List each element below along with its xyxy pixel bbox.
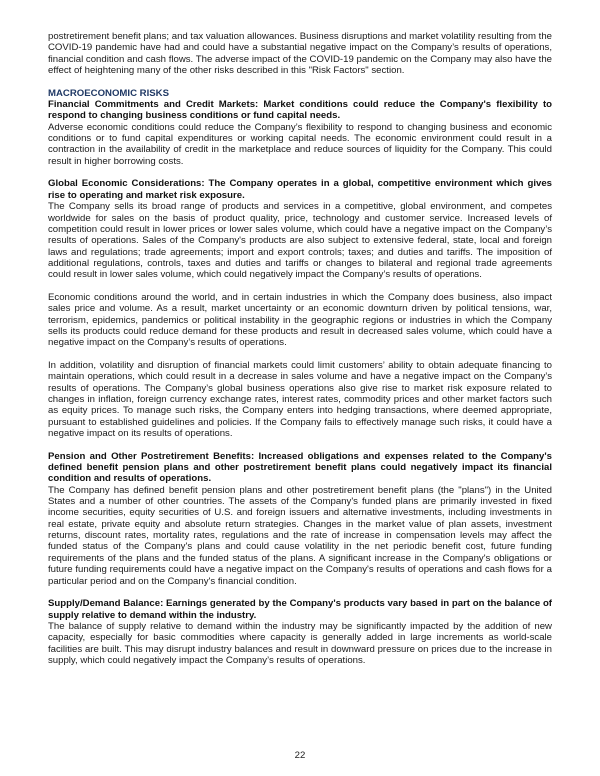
risk-title-financial-commitments: Financial Commitments and Credit Markets: Market conditions could reduce the Company's flexibility to respond to changing business conditions or fund capital needs. (48, 99, 552, 122)
page-number: 22 (294, 750, 306, 761)
risk-title-global-economic: Global Economic Considerations: The Company operates in a global, competitive environment which gives rise to operating and market risk exposure. (48, 178, 552, 201)
risk-paragraph: In addition, volatility and disruption of financial markets could limit customers’ ability to obtain adequate financing to maintain operations, which could result in a decrease in sales volume and have a negative impact on the Company’s results of operations. The Company’s global business operations also give rise to market risk exposure related to changes in inflation, foreign currency exchange rates, interest rates, commodity prices and other market factors such as equity prices. To manage such risks, the Company enters into hedging transactions, where deemed appropriate, pursuant to established guidelines and policies. If the Company fails to effectively manage such risks, it could have a negative impact on its results of operations. (48, 359, 552, 440)
risk-paragraph: The Company sells its broad range of products and services in a competitive, global environment, and competes worldwide for sales on the basis of product quality, price, technology and customer service. Increased levels of competition could result in lower prices or lower sales volume, which could have a negative impact on the Company’s results of operations. Sales of the Company's products are also subject to extensive federal, state, local and foreign laws and regulations; trade agreements; import and export controls; taxes; and duties and tariffs. The imposition of additional regulations, controls, taxes and duties and tariffs or changes to bilateral and regional trade agreements could result in lower sales volume, which could negatively impact the Company’s results of operations. (48, 201, 552, 281)
risk-paragraph: Economic conditions around the world, and in certain industries in which the Company does business, also impact sales price and volume. As a result, market uncertainty or an economic downturn driven by political tensions, war, terrorism, epidemics, pandemics or political instability in the geographic regions or industries in which the Company sells its products could reduce demand for these products and result in decreased sales volume, which could have a negative impact on the Company’s results of operations. (48, 291, 552, 349)
spacer (48, 281, 552, 292)
intro-paragraph: postretirement benefit plans; and tax valuation allowances. Business disruptions and market volatility resulting from the COVID-19 pandemic have had and could have a substantial negative impact on the Company’s results of operations, financial condition and cash flows. The adverse impact of the COVID-19 pandemic on the Company may also have the effect of heightening many of the other risks described in this "Risk Factors" section. (48, 31, 552, 77)
section-heading: MACROECONOMIC RISKS (48, 87, 169, 99)
risk-paragraph: The Company has defined benefit pension plans and other postretirement benefit plans (the "plans") in the United States and a number of other countries. The assets of the Company's funded plans are primarily invested in fixed income securities, equity securities of U.S. and foreign issuers and alternative investments, including investments in real estate, private equity and absolute return strategies. Changes in the market value of plan assets, investment returns, discount rates, mortality rates, regulations and the rate of increase in compensation levels may affect the funded status of the Company's plans and could cause volatility in the net periodic benefit cost, future funding requirements of the plans and the funded status of the plans. A significant increase in the Company's obligations or future funding requirements could have a negative impact on the Company's results of operations and cash flows for a particular period and on the Company's financial condition. (48, 484, 552, 587)
spacer (48, 349, 552, 360)
spacer (48, 587, 552, 598)
risk-title-supply-demand: Supply/Demand Balance: Earnings generated by the Company's products vary based in part on the balance of supply relative to demand within the industry. (48, 598, 552, 621)
spacer (48, 439, 552, 450)
spacer (48, 167, 552, 178)
document-page (48, 31, 552, 666)
spacer (48, 76, 552, 87)
risk-paragraph: Adverse economic conditions could reduce the Company’s flexibility to respond to changing business and economic conditions or to fund capital expenditures or working capital needs. The economic environment could result in a contraction in the availability of credit in the marketplace and reduce sources of liquidity for the Company. This could result in higher borrowing costs. (48, 121, 552, 167)
risk-title-pension: Pension and Other Postretirement Benefits: Increased obligations and expenses related to the Company's defined benefit pension plans and other postretirement benefit plans could negatively impact its financial condition and results of operations. (48, 450, 552, 485)
risk-paragraph: The balance of supply relative to demand within the industry may be significantly impacted by the addition of new capacity, especially for basic commodities where capacity is generally added in large increments as world-scale facilities are built. This may disrupt industry balances and result in downward pressure on prices due to the increase in supply, which could negatively impact the Company’s results of operations. (48, 620, 552, 666)
